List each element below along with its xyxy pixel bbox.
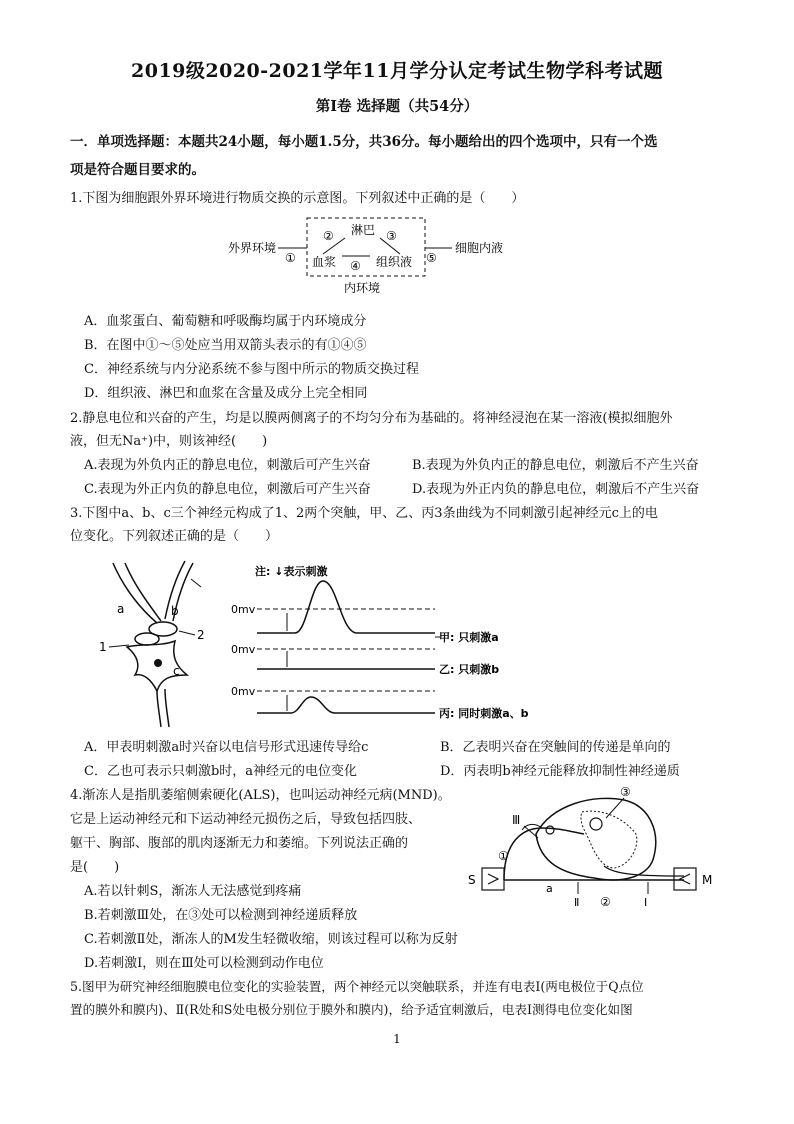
trace-label-yi: 乙: 只刺激b [439,663,500,676]
q4-stem-line3: 躯干、胸部、腹部的肌肉逐渐无力和萎缩。下列说法正确的 [70,836,409,851]
q2-option-c: C.表现为外正内负的静息电位，刺激后可产生兴奋 [84,482,371,497]
q1-option-d: D．组织液、淋巴和血浆在含量及成分上完全相同 [84,386,368,401]
n2-label: ② [323,229,334,243]
q4-option-d: D.若刺激Ⅰ，则在Ⅲ处可以检测到动作电位 [84,956,324,971]
q1-option-c: C．神经系统与内分泌系统不参与图中所示的物质交换过程 [84,362,419,377]
q1-stem: 1.下图为细胞跟外界环境进行物质交换的示意图。下列叙述中正确的是（ ） [70,191,525,206]
label-III: Ⅲ [512,813,521,827]
q2-option-a: A.表现为外负内正的静息电位，刺激后可产生兴奋 [84,458,371,473]
label-2: 2 [197,628,205,642]
label-n2: ② [600,895,611,906]
q5-stem-line1: 5.图甲为研究神经细胞膜电位变化的实验装置，两个神经元以突触联系，并连有电表Ⅰ(两电极位于Q点位 [70,979,644,994]
n1-label: ① [285,251,296,265]
zero-mv-1: 0mv [231,603,256,616]
section-instructions-line1: 一．单项选择题：本题共24小题，每小题1.5分，共36分。每小题给出的四个选项中，只有一个选 [70,134,658,150]
label-a-point: a [546,882,553,895]
trace-bing [257,697,435,713]
trace-label-jia: 甲: 只刺激a [439,631,499,644]
stimulus-note: 注: ↓表示刺激 [255,565,328,578]
zero-mv-3: 0mv [231,685,256,698]
q2-stem-line1: 2.静息电位和兴奋的产生，均是以膜两侧离子的不均匀分布为基础的。将神经浸泡在某一溶液(模拟细胞外 [70,411,673,426]
receptor-S-box [482,868,504,890]
trace-jia [257,581,435,633]
label-b: b [171,604,179,618]
q4-reflex-arc-figure [464,782,720,906]
q3-option-a: A．甲表明刺激a时兴奋以电信号形式迅速传导给c [84,740,369,755]
spinal-cord [536,798,656,880]
q4-stem-line2: 它是上运动神经元和下运动神经元损伤之后，导致包括四肢、 [70,812,422,827]
cell-fluid-label: 细胞内液 [455,241,504,255]
page-number: 1 [393,1032,401,1046]
n3-label: ③ [386,229,397,243]
trace-label-bing: 丙: 同时刺激a、b [439,707,529,720]
q3-figure [95,551,540,729]
q4-option-a: A.若以针刺S，渐冻人无法感觉到疼痛 [84,884,302,899]
synapse-1-terminal [135,633,159,645]
label-3: ③ [620,785,631,799]
label-c: c [173,664,180,678]
label-n1: ① [498,849,509,863]
gray-matter [581,811,637,868]
n4-label: ④ [350,259,361,273]
effector-M-box [674,868,696,890]
q1-diagram [220,212,510,298]
lymph-label: 淋巴 [351,223,376,237]
label-I: Ⅰ [644,896,648,906]
zero-mv-2: 0mv [231,643,256,656]
q3-option-b: B．乙表明兴奋在突触间的传递是单向的 [440,740,671,755]
q2-option-d: D.表现为外正内负的静息电位，刺激后不产生兴奋 [412,482,700,497]
q1-option-b: B．在图中①～⑤处应当用双箭头表示的有①④⑤ [84,338,367,353]
q3-stem-line1: 3.下图中a、b、c三个神经元构成了1、2两个突触，甲、乙、丙3条曲线为不同刺激引起神经元c上的电 [70,506,658,521]
q1-option-a: A．血浆蛋白、葡萄糖和呼吸酶均属于内环境成分 [84,314,367,329]
internal-env-label: 内环境 [344,281,381,295]
outer-env-label: 外界环境 [228,241,277,255]
label-M: M [702,873,713,887]
q5-stem-line2: 置的膜外和膜内)、Ⅱ(R处和S处电极分别位于膜外和膜内)，给予适宜刺激后，电表Ⅰ测得电位变化如图 [70,1002,633,1017]
label-1: 1 [99,640,107,654]
section-heading: 第Ⅰ卷 选择题（共54分） [315,98,479,115]
plasma-label: 血浆 [312,255,337,269]
q4-option-b: B.若刺激Ⅲ处，在③处可以检测到神经递质释放 [84,908,358,923]
q4-stem-line4: 是( ) [70,860,120,875]
label-S: S [468,873,476,887]
label-II: Ⅱ [574,896,580,906]
label-a: a [117,602,125,616]
q3-option-c: C．乙也可表示只刺激b时，a神经元的电位变化 [84,764,358,779]
q2-stem-line2: 液，但无Na⁺)中，则该神经( ) [70,434,268,449]
tissue-fluid-label: 组织液 [376,255,413,269]
n5-label: ⑤ [426,251,437,265]
exam-title: 2019级2020-2021学年11月学分认定考试生物学科考试题 [131,60,663,82]
q2-option-b: B.表现为外负内正的静息电位，刺激后不产生兴奋 [412,458,699,473]
neuron-c-nucleus [154,659,162,667]
q3-stem-line2: 位变化。下列叙述正确的是（ ） [70,529,279,544]
q3-option-d: D．丙表明b神经元能释放抑制性神经递质 [440,764,680,779]
section-instructions-line2: 项是符合题目要求的。 [70,162,205,178]
q4-stem-line1: 4.渐冻人是指肌萎缩侧索硬化(ALS)，也叫运动神经元病(MND)。 [70,788,451,803]
q4-option-c: C.若刺激Ⅱ处，渐冻人的M发生轻微收缩，则该过程可以称为反射 [84,932,458,947]
